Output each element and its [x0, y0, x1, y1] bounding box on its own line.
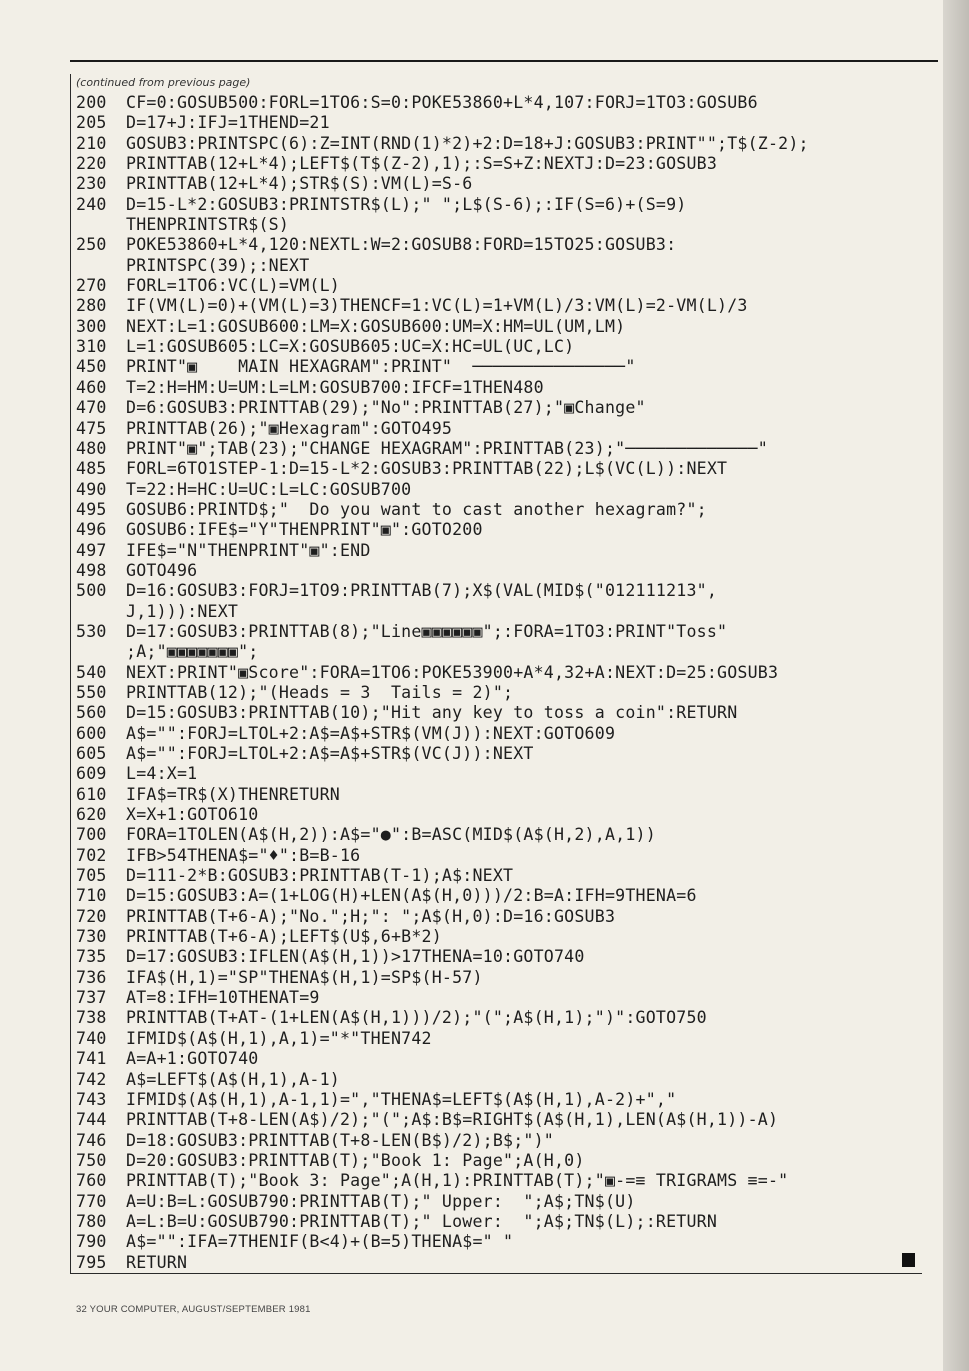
code-text: PRINTTAB(26);"▣Hexagram":GOTO495: [126, 418, 453, 438]
code-line: [76, 724, 926, 744]
code-line: [76, 703, 926, 723]
top-rule: [70, 60, 938, 62]
code-text: PRINT"▣";TAB(23);"CHANGE HEXAGRAM":PRINTTAB(23);"─────────────": [126, 438, 768, 458]
code-line: [76, 378, 926, 398]
code-text: IFE$="N"THENPRINT"▣":END: [126, 540, 371, 560]
line-number: 498: [76, 560, 107, 580]
end-of-listing-mark: [902, 1253, 915, 1267]
code-line: [76, 1151, 926, 1171]
line-number: 610: [76, 784, 107, 804]
code-text: FORL=6TO1STEP-1:D=15-L*2:GOSUB3:PRINTTAB(22);L$(VC(L)):NEXT: [126, 459, 728, 479]
line-number: 470: [76, 398, 107, 418]
code-text: D=20:GOSUB3:PRINTTAB(T);"Book 1: Page";A(H,0): [126, 1150, 585, 1170]
code-text: THENPRINTSTR$(S): [126, 215, 290, 235]
code-line: [76, 947, 926, 967]
code-line: [76, 500, 926, 520]
code-text: PRINT"▣ MAIN HEXAGRAM":PRINT" ───────────────": [126, 357, 636, 377]
line-number: 741: [76, 1049, 107, 1069]
code-text: AT=8:IFH=10THENAT=9: [126, 988, 320, 1008]
line-number: 795: [76, 1252, 107, 1272]
line-number: 540: [76, 662, 107, 682]
line-number: 790: [76, 1232, 107, 1252]
line-number: 280: [76, 296, 107, 316]
line-number: 310: [76, 337, 107, 357]
code-line: [76, 398, 926, 418]
code-line: [76, 480, 926, 500]
continued-label: (continued from previous page): [76, 76, 251, 89]
code-line: [76, 276, 926, 296]
code-line: [76, 1192, 926, 1212]
code-line: [76, 805, 926, 825]
code-line-continuation: [76, 215, 926, 235]
code-line: [76, 419, 926, 439]
page-footer: 32 YOUR COMPUTER, AUGUST/SEPTEMBER 1981: [76, 1304, 311, 1315]
code-text: GOSUB6:PRINTD$;" Do you want to cast another hexagram?";: [126, 499, 707, 519]
line-number: 780: [76, 1211, 107, 1231]
page-edge: [943, 0, 969, 1371]
code-text: A$="":IFA=7THENIF(B<4)+(B=5)THENA$=" ": [126, 1232, 514, 1252]
code-line: [76, 1110, 926, 1130]
line-number: 737: [76, 988, 107, 1008]
code-text: D=17:GOSUB3:IFLEN(A$(H,1))>17THENA=10:GOTO740: [126, 947, 585, 967]
line-number: 740: [76, 1028, 107, 1048]
line-number: 742: [76, 1069, 107, 1089]
line-number: 750: [76, 1150, 107, 1170]
code-text: IF(VM(L)=0)+(VM(L)=3)THENCF=1:VC(L)=1+VM(L)/3:VM(L)=2-VM(L)/3: [126, 296, 748, 316]
code-text: NEXT:L=1:GOSUB600:LM=X:GOSUB600:UM=X:HM=UL(UM,LM): [126, 316, 626, 336]
line-number: 497: [76, 540, 107, 560]
line-number: 560: [76, 703, 107, 723]
code-text: GOSUB3:PRINTSPC(6):Z=INT(RND(1)*2)+2:D=18+J:GOSUB3:PRINT"";T$(Z-2);: [126, 133, 809, 153]
code-line: [76, 1253, 926, 1273]
code-text: T=2:H=HM:U=UM:L=LM:GOSUB700:IFCF=1THEN480: [126, 377, 544, 397]
line-number: 736: [76, 967, 107, 987]
code-line: [76, 541, 926, 561]
line-number: 743: [76, 1089, 107, 1109]
line-number: 702: [76, 845, 107, 865]
line-number: 490: [76, 479, 107, 499]
code-line: [76, 785, 926, 805]
code-text: PRINTTAB(T+8-LEN(A$)/2);"(";A$:B$=RIGHT$(A$(H,1),LEN(A$(H,1))-A): [126, 1110, 779, 1130]
line-number: 495: [76, 499, 107, 519]
code-text: T=22:H=HC:U=UC:L=LC:GOSUB700: [126, 479, 412, 499]
program-listing: [76, 93, 926, 1273]
code-line: [76, 866, 926, 886]
code-line-continuation: [76, 602, 926, 622]
code-line: [76, 296, 926, 316]
code-text: FORA=1TOLEN(A$(H,2)):A$="●":B=ASC(MID$(A$(H,2),A,1)): [126, 825, 656, 845]
line-number: 205: [76, 113, 107, 133]
code-text: PRINTSPC(39);:NEXT: [126, 255, 310, 275]
line-number: 500: [76, 581, 107, 601]
code-line: [76, 459, 926, 479]
line-number: 738: [76, 1008, 107, 1028]
code-line: [76, 683, 926, 703]
code-line: [76, 581, 926, 601]
code-line: [76, 439, 926, 459]
code-text: D=16:GOSUB3:FORJ=1TO9:PRINTTAB(7);X$(VAL(MID$("012111213",: [126, 581, 718, 601]
code-line: [76, 561, 926, 581]
code-line: [76, 337, 926, 357]
line-number: 620: [76, 805, 107, 825]
code-text: A$="":FORJ=LTOL+2:A$=A$+STR$(VC(J)):NEXT: [126, 744, 534, 763]
line-number: 475: [76, 418, 107, 438]
code-text: X=X+1:GOTO610: [126, 805, 259, 825]
code-text: POKE53860+L*4,120:NEXTL:W=2:GOSUB8:FORD=15TO25:GOSUB3:: [126, 235, 677, 255]
code-line: [76, 1171, 926, 1191]
code-line: [76, 927, 926, 947]
code-line: [76, 134, 926, 154]
code-line: [76, 235, 926, 255]
code-text: D=15:GOSUB3:PRINTTAB(10);"Hit any key to toss a coin":RETURN: [126, 703, 738, 723]
line-number: 270: [76, 276, 107, 296]
code-text: IFMID$(A$(H,1),A,1)="*"THEN742: [126, 1028, 432, 1048]
code-text: IFMID$(A$(H,1),A-1,1)=","THENA$=LEFT$(A$(H,1),A-2)+",": [126, 1089, 677, 1109]
code-line: [76, 907, 926, 927]
line-number: 600: [76, 723, 107, 743]
code-line: [76, 1029, 926, 1049]
line-number: 250: [76, 235, 107, 255]
code-line: [76, 154, 926, 174]
line-number: 485: [76, 459, 107, 479]
line-number: 530: [76, 621, 107, 641]
code-line: [76, 1212, 926, 1232]
code-line: [76, 846, 926, 866]
code-text: ;A;"▣▣▣▣▣▣▣";: [126, 642, 259, 662]
line-number: 230: [76, 174, 107, 194]
code-text: GOSUB6:IFE$="Y"THENPRINT"▣":GOTO200: [126, 520, 483, 540]
line-number: 550: [76, 682, 107, 702]
code-text: A=A+1:GOTO740: [126, 1049, 259, 1069]
code-text: PRINTTAB(12+L*4);STR$(S):VM(L)=S-6: [126, 174, 473, 194]
code-line: [76, 317, 926, 337]
code-line-continuation: [76, 642, 926, 662]
line-number: 744: [76, 1110, 107, 1130]
code-text: IFB>54THENA$="♦":B=B-16: [126, 845, 361, 865]
code-line: [76, 622, 926, 642]
code-text: A$="":FORJ=LTOL+2:A$=A$+STR$(VM(J)):NEXT:GOTO609: [126, 723, 616, 743]
line-number: 220: [76, 154, 107, 174]
line-number: 460: [76, 377, 107, 397]
code-text: D=15-L*2:GOSUB3:PRINTSTR$(L);" ";L$(S-6);:IF(S=6)+(S=9): [126, 194, 687, 214]
code-text: PRINTTAB(T+6-A);"No.";H;": ";A$(H,0):D=16:GOSUB3: [126, 906, 616, 926]
code-text: D=17:GOSUB3:PRINTTAB(8);"Line▣▣▣▣▣▣";:FORA=1TO3:PRINT"Toss": [126, 621, 728, 641]
code-line: [76, 1008, 926, 1028]
code-text: IFA$=TR$(X)THENRETURN: [126, 784, 340, 804]
code-line: [76, 1131, 926, 1151]
code-text: PRINTTAB(12);"(Heads = 3 Tails = 2)";: [126, 682, 514, 702]
code-text: A$=LEFT$(A$(H,1),A-1): [126, 1069, 340, 1089]
code-text: J,1))):NEXT: [126, 601, 239, 621]
line-number: 760: [76, 1171, 107, 1191]
line-number: 746: [76, 1130, 107, 1150]
code-text: L=4:X=1: [126, 764, 198, 784]
code-text: D=18:GOSUB3:PRINTTAB(T+8-LEN(B$)/2);B$;")": [126, 1130, 554, 1150]
code-text: IFA$(H,1)="SP"THENA$(H,1)=SP$(H-57): [126, 967, 483, 987]
line-number: 710: [76, 886, 107, 906]
code-line: [76, 195, 926, 215]
line-number: 200: [76, 93, 107, 112]
code-text: PRINTTAB(T+AT-(1+LEN(A$(H,1)))/2);"(";A$(H,1);")":GOTO750: [126, 1008, 707, 1028]
line-number: 705: [76, 866, 107, 886]
code-text: D=6:GOSUB3:PRINTTAB(29);"No":PRINTTAB(27);"▣Change": [126, 398, 646, 418]
line-number: 700: [76, 825, 107, 845]
line-number: 609: [76, 764, 107, 784]
code-line: [76, 1049, 926, 1069]
code-text: D=17+J:IFJ=1THEND=21: [126, 113, 330, 133]
code-text: FORL=1TO6:VC(L)=VM(L): [126, 276, 340, 296]
code-line-continuation: [76, 256, 926, 276]
line-number: 770: [76, 1191, 107, 1211]
code-line: [76, 93, 926, 113]
code-text: PRINTTAB(T);"Book 3: Page";A(H,1):PRINTTAB(T);"▣-=≡ TRIGRAMS ≡=-": [126, 1171, 789, 1191]
code-text: A=U:B=L:GOSUB790:PRINTTAB(T);" Upper: ";A$;TN$(U): [126, 1191, 636, 1211]
code-line: [76, 764, 926, 784]
code-line: [76, 174, 926, 194]
line-number: 720: [76, 906, 107, 926]
code-line: [76, 744, 926, 764]
line-number: 735: [76, 947, 107, 967]
line-number: 496: [76, 520, 107, 540]
code-line: [76, 1090, 926, 1110]
code-line: [76, 113, 926, 133]
code-line: [76, 886, 926, 906]
code-line: [76, 520, 926, 540]
line-number: 210: [76, 133, 107, 153]
code-line: [76, 1070, 926, 1090]
code-text: D=15:GOSUB3:A=(1+LOG(H)+LEN(A$(H,0)))/2:B=A:IFH=9THENA=6: [126, 886, 697, 906]
code-text: NEXT:PRINT"▣Score":FORA=1TO6:POKE53900+A*4,32+A:NEXT:D=25:GOSUB3: [126, 662, 779, 682]
code-text: CF=0:GOSUB500:FORL=1TO6:S=0:POKE53860+L*4,107:FORJ=1TO3:GOSUB6: [126, 93, 758, 112]
code-line: [76, 988, 926, 1008]
line-number: 450: [76, 357, 107, 377]
code-text: L=1:GOSUB605:LC=X:GOSUB605:UC=X:HC=UL(UC,LC): [126, 337, 575, 357]
line-number: 605: [76, 744, 107, 763]
code-line: [76, 825, 926, 845]
code-text: A=L:B=U:GOSUB790:PRINTTAB(T);" Lower: ";A$;TN$(L);:RETURN: [126, 1211, 718, 1231]
code-text: D=111-2*B:GOSUB3:PRINTTAB(T-1);A$:NEXT: [126, 866, 514, 886]
line-number: 300: [76, 316, 107, 336]
code-line: [76, 968, 926, 988]
code-text: RETURN: [126, 1252, 188, 1272]
line-number: 480: [76, 438, 107, 458]
line-number: 730: [76, 927, 107, 947]
code-line: [76, 357, 926, 377]
code-text: PRINTTAB(T+6-A);LEFT$(U$,6+B*2): [126, 927, 442, 947]
code-line: [76, 1232, 926, 1252]
code-line: [76, 663, 926, 683]
code-text: PRINTTAB(12+L*4);LEFT$(T$(Z-2),1);:S=S+Z:NEXTJ:D=23:GOSUB3: [126, 154, 718, 174]
code-text: GOTO496: [126, 560, 198, 580]
line-number: 240: [76, 194, 107, 214]
